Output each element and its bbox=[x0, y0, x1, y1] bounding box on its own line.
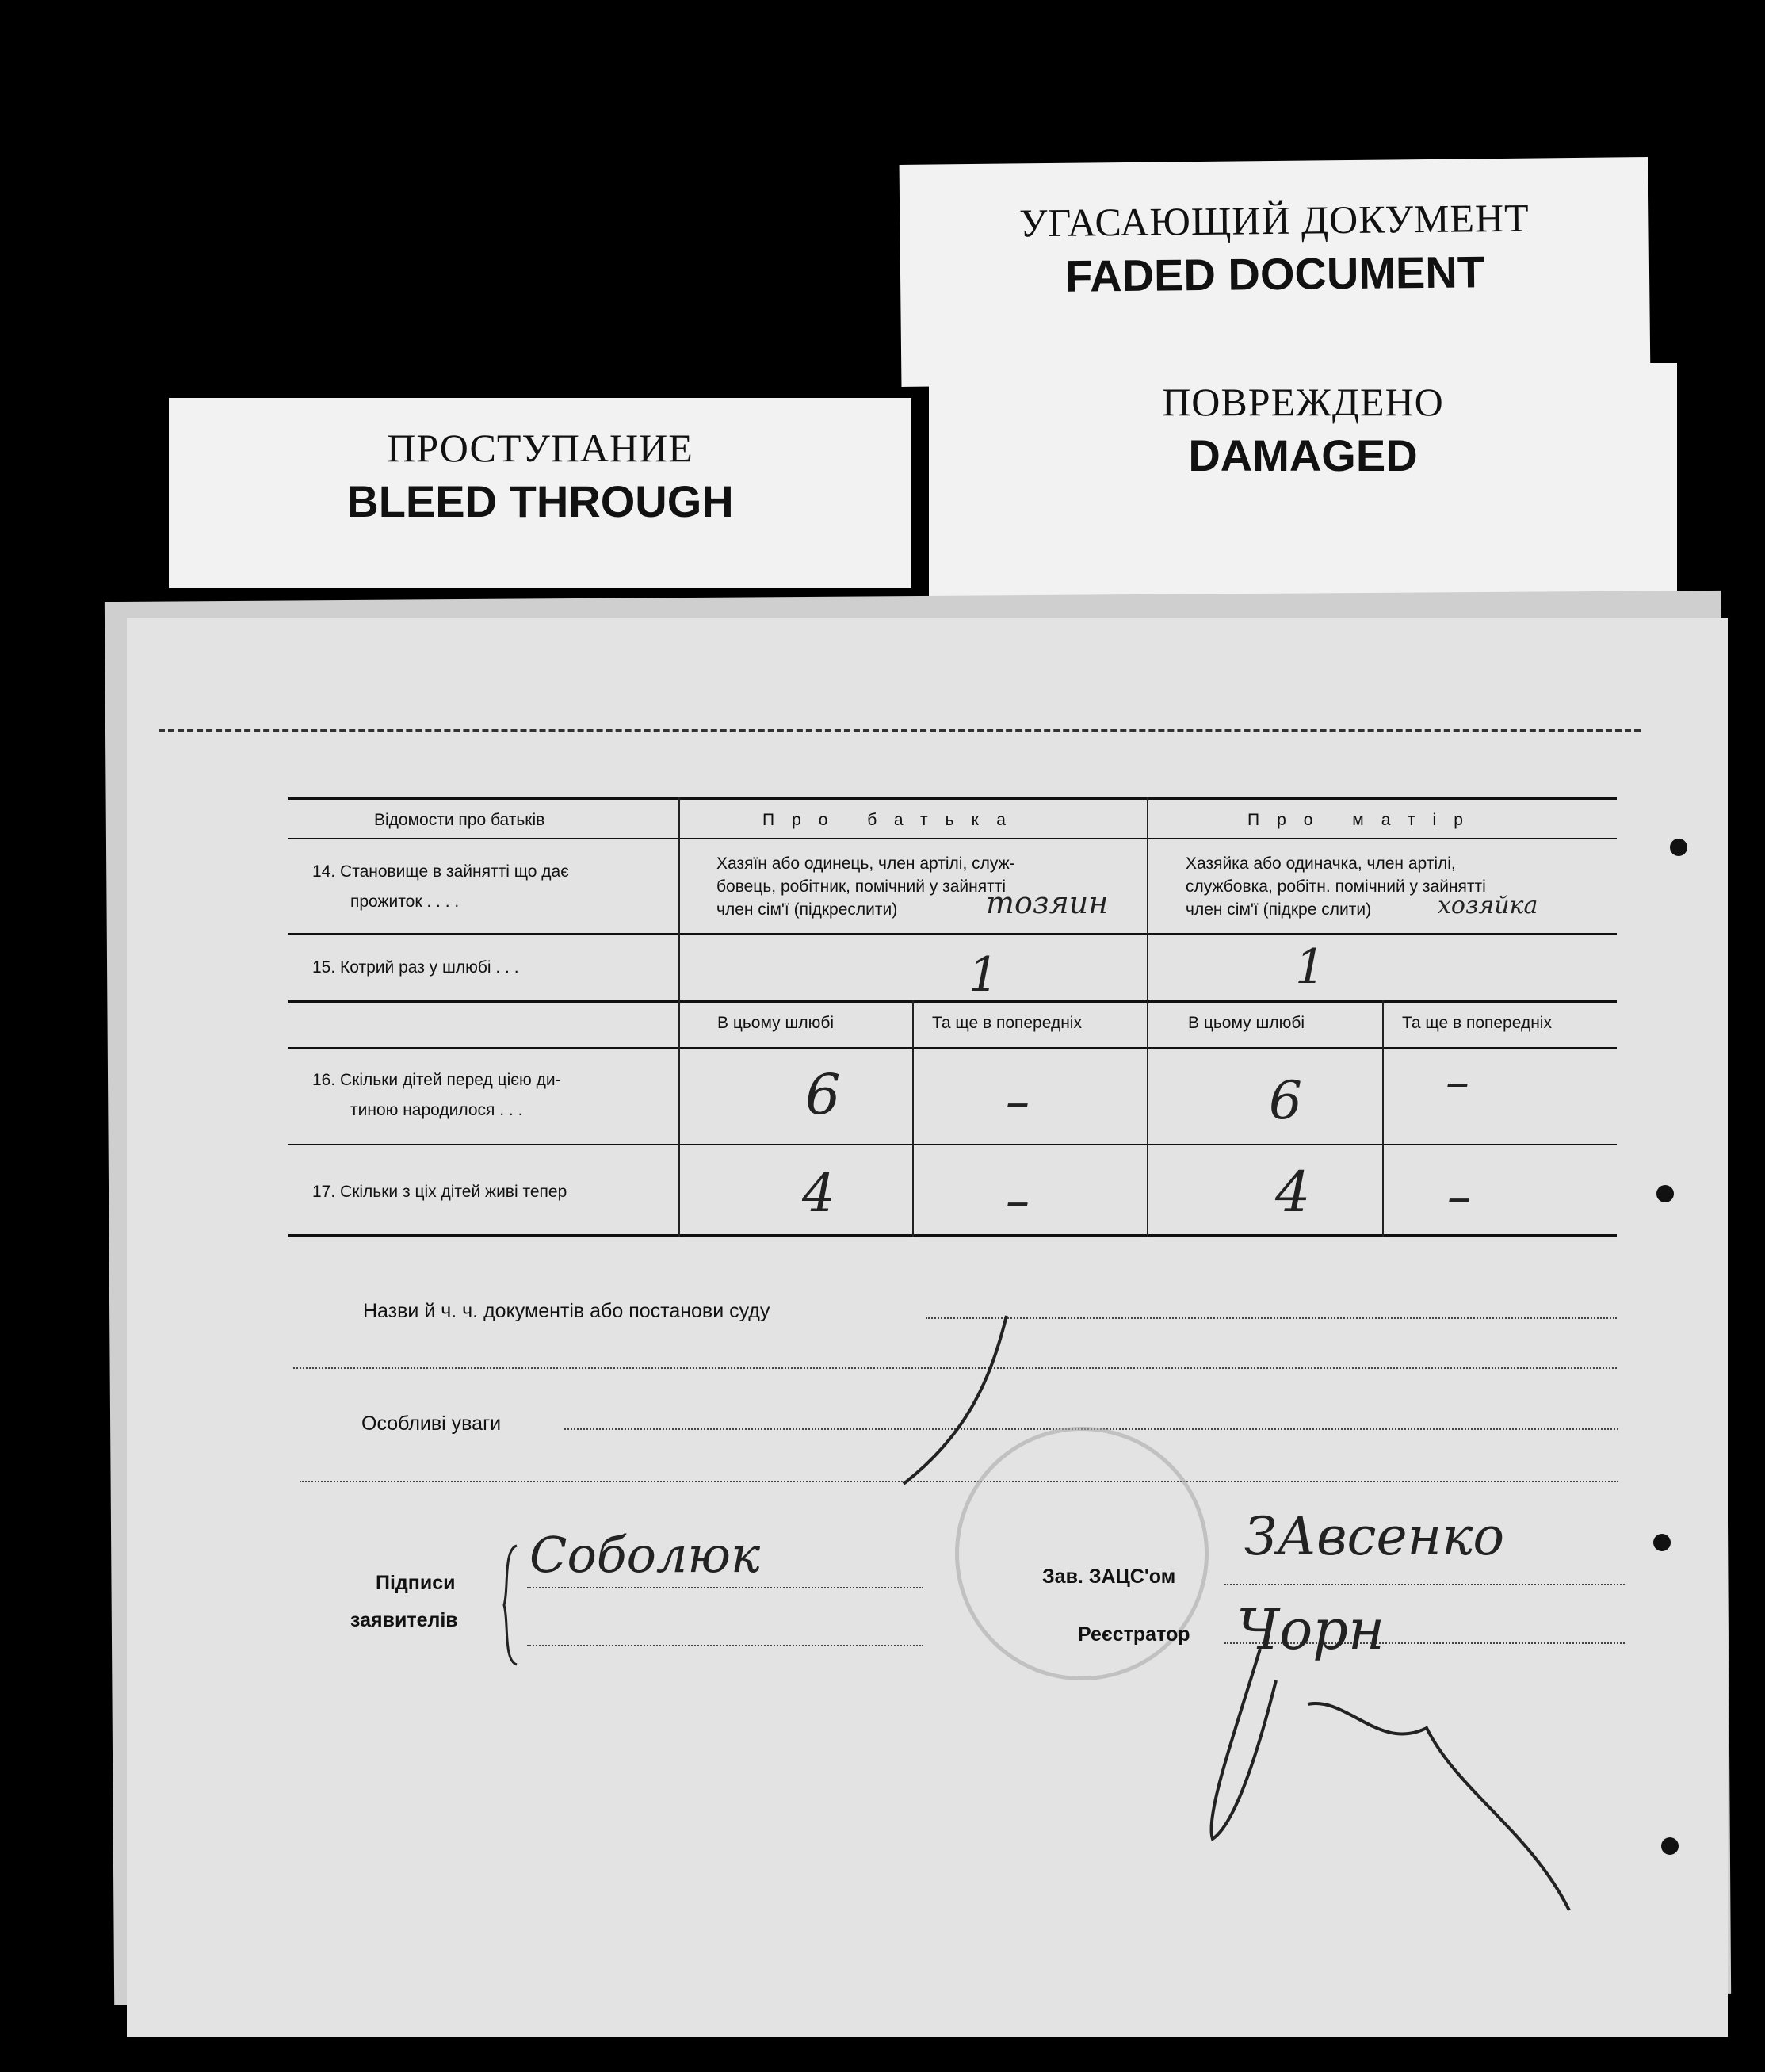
row14-father-handwritten: тозяин bbox=[986, 885, 1109, 920]
registrar-signature: Чорн bbox=[1236, 1597, 1385, 1662]
subheader-father-this-marriage: В цьому шлюбі bbox=[717, 1014, 835, 1032]
bleed-through-card bbox=[169, 398, 911, 588]
punch-hole bbox=[1656, 1185, 1674, 1202]
subheader-mother-previous: Та ще в попередніх bbox=[1402, 1014, 1552, 1032]
remarks-label: Особливі уваги bbox=[361, 1413, 502, 1435]
row14-label-1: 14. Становище в зайнятті що дає bbox=[312, 862, 569, 881]
punch-hole bbox=[1661, 1837, 1679, 1855]
damaged-card bbox=[929, 363, 1677, 601]
row14-label-2: прожиток . . . . bbox=[350, 893, 460, 911]
row15-label: 15. Котрий раз у шлюбі . . . bbox=[312, 958, 519, 977]
faded-document-en: FADED DOCUMENT bbox=[1064, 247, 1485, 301]
damaged-ru: ПОВРЕЖДЕНО bbox=[1162, 380, 1444, 424]
row14-father-3: член сім'ї (підкреслити) bbox=[716, 900, 898, 919]
row17-mother-previous: – bbox=[1447, 1169, 1471, 1225]
header-father: Про батька bbox=[762, 811, 1023, 829]
faded-document-card bbox=[900, 157, 1651, 387]
row15-father-value: 1 bbox=[968, 947, 999, 1003]
header-mother: Про матір bbox=[1247, 811, 1480, 829]
row17-father-previous: – bbox=[1006, 1173, 1030, 1229]
bleed-through-en: BLEED THROUGH bbox=[346, 476, 734, 526]
row16-mother-this: 6 bbox=[1269, 1070, 1302, 1131]
punch-hole bbox=[1670, 839, 1687, 856]
row14-mother-3: член сім'ї (підкре слити) bbox=[1186, 900, 1372, 919]
tear-line bbox=[159, 729, 1641, 732]
row16-mother-previous: – bbox=[1446, 1054, 1469, 1110]
punch-hole bbox=[1653, 1534, 1671, 1551]
row16-father-this: 6 bbox=[805, 1062, 841, 1127]
registrar-signature-flourish bbox=[1189, 1633, 1585, 1918]
row17-mother-this: 4 bbox=[1275, 1160, 1311, 1225]
subheader-mother-this-marriage: В цьому шлюбі bbox=[1188, 1014, 1305, 1032]
row17-label: 17. Скільки з ціх дітей живі тепер bbox=[312, 1183, 567, 1201]
head-signature: ЗАвсенко bbox=[1244, 1506, 1505, 1567]
row17-father-this: 4 bbox=[802, 1163, 835, 1224]
signature-line-1 bbox=[527, 1587, 923, 1588]
row14-mother-handwritten: хозяйка bbox=[1438, 892, 1538, 919]
row14-father-1: Хазяїн або одинець, член артілі, служ- bbox=[716, 854, 1015, 873]
row14-mother-2: службовка, робітн. помічний у зайнятті bbox=[1186, 877, 1486, 896]
faded-document-ru: УГАСАЮЩИЙ ДОКУМЕНТ bbox=[1018, 195, 1530, 246]
applicant-signature: Соболюк bbox=[529, 1526, 761, 1584]
header-parents-info: Відомости про батьків bbox=[374, 811, 545, 829]
row14-mother-1: Хазяйка або одиначка, член артілі, bbox=[1186, 854, 1456, 873]
row14-father-2: бовець, робітник, помічний у зайнятті bbox=[716, 877, 1007, 896]
head-signature-line bbox=[1224, 1584, 1625, 1585]
head-label: Зав. ЗАЦС'ом bbox=[1042, 1565, 1176, 1588]
row16-label-1: 16. Скільки дітей перед цією ди- bbox=[312, 1071, 561, 1089]
damaged-en: DAMAGED bbox=[1188, 430, 1418, 480]
row15-mother-value: 1 bbox=[1295, 939, 1326, 995]
bleed-through-ru: ПРОСТУПАНИЕ bbox=[387, 426, 693, 470]
signatures-label-1: Підписи bbox=[376, 1572, 456, 1594]
signatures-brace bbox=[499, 1542, 523, 1669]
documents-label: Назви й ч. ч. документів або постанови суду bbox=[363, 1300, 770, 1322]
parents-table bbox=[288, 797, 1617, 1237]
signatures-label-2: заявителів bbox=[350, 1609, 458, 1631]
subheader-father-previous: Та ще в попередніх bbox=[932, 1014, 1082, 1032]
row16-label-2: тиною народилося . . . bbox=[350, 1101, 523, 1119]
registrar-label: Реєстратор bbox=[1078, 1623, 1190, 1646]
signature-line-2 bbox=[527, 1645, 923, 1646]
row16-father-previous: – bbox=[1006, 1074, 1030, 1130]
